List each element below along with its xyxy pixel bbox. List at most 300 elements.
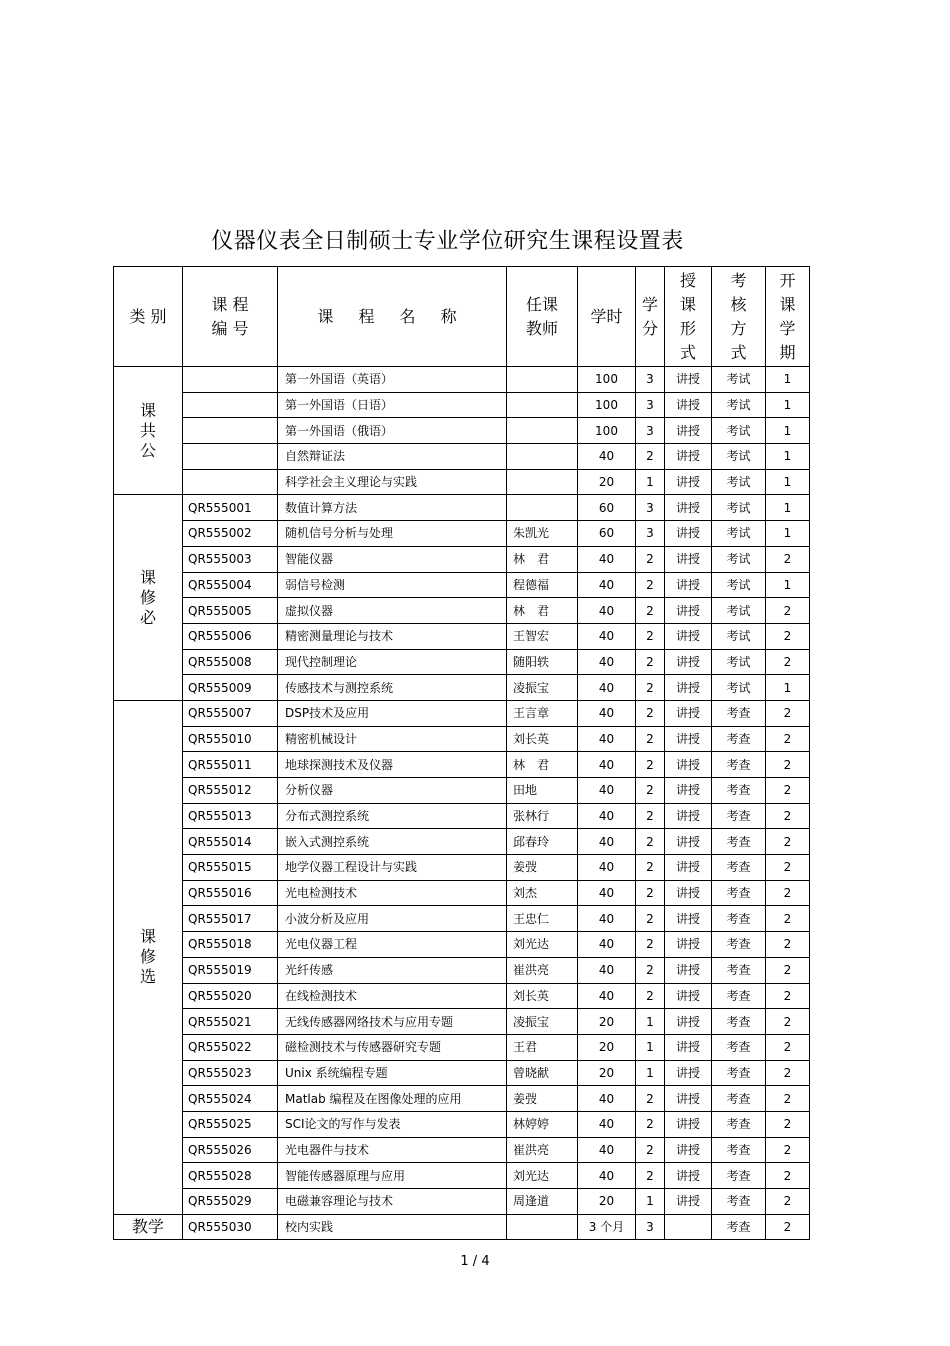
header-form: 授 课 形 式	[665, 267, 712, 367]
cell-code: QR555028	[183, 1163, 278, 1189]
cell-credit: 2	[636, 957, 665, 983]
cell-credit: 1	[636, 1189, 665, 1215]
cell-hours: 60	[578, 521, 636, 547]
cell-term: 2	[766, 649, 810, 675]
table-row	[114, 752, 810, 778]
cell-form: 讲授	[665, 418, 712, 444]
table-row	[114, 1034, 810, 1060]
cell-code: QR555019	[183, 957, 278, 983]
cell-code: QR555001	[183, 495, 278, 521]
course-table-body	[114, 367, 810, 1240]
cell-teacher: 刘光达	[507, 1163, 578, 1189]
cell-form: 讲授	[665, 829, 712, 855]
cell-name: 校内实践	[278, 1214, 507, 1240]
cell-code: QR555005	[183, 598, 278, 624]
cell-teacher: 凌振宝	[507, 1009, 578, 1035]
cell-teacher: 林 君	[507, 546, 578, 572]
table-row	[114, 1060, 810, 1086]
cell-code: QR555006	[183, 623, 278, 649]
cell-code: QR555025	[183, 1111, 278, 1137]
cell-name: 传感技术与测控系统	[278, 675, 507, 701]
cell-exam: 考查	[712, 1086, 766, 1112]
cell-name: 智能传感器原理与应用	[278, 1163, 507, 1189]
cell-credit: 2	[636, 623, 665, 649]
category-cell	[114, 367, 183, 495]
cell-exam: 考试	[712, 392, 766, 418]
header-category: 类 别	[114, 267, 183, 367]
cell-exam: 考查	[712, 700, 766, 726]
cell-exam: 考查	[712, 1137, 766, 1163]
cell-exam: 考试	[712, 418, 766, 444]
cell-teacher	[507, 469, 578, 495]
table-row	[114, 1111, 810, 1137]
cell-name: 地学仪器工程设计与实践	[278, 855, 507, 881]
cell-teacher: 邱春玲	[507, 829, 578, 855]
cell-credit: 1	[636, 1034, 665, 1060]
category-label: 课 共 公	[139, 400, 156, 460]
cell-teacher: 崔洪亮	[507, 957, 578, 983]
table-row	[114, 957, 810, 983]
cell-code: QR555009	[183, 675, 278, 701]
cell-teacher: 王君	[507, 1034, 578, 1060]
cell-code: QR555007	[183, 700, 278, 726]
cell-credit: 1	[636, 1009, 665, 1035]
cell-name: 光电检测技术	[278, 880, 507, 906]
cell-term: 1	[766, 392, 810, 418]
cell-term: 2	[766, 983, 810, 1009]
cell-form: 讲授	[665, 906, 712, 932]
cell-exam: 考试	[712, 675, 766, 701]
cell-credit: 2	[636, 572, 665, 598]
cell-term: 2	[766, 1163, 810, 1189]
cell-exam: 考试	[712, 649, 766, 675]
cell-exam: 考查	[712, 880, 766, 906]
cell-term: 2	[766, 752, 810, 778]
cell-hours: 40	[578, 598, 636, 624]
cell-credit: 2	[636, 1086, 665, 1112]
cell-teacher	[507, 1214, 578, 1240]
cell-teacher: 崔洪亮	[507, 1137, 578, 1163]
header-hours: 学时	[578, 267, 636, 367]
cell-code: QR555008	[183, 649, 278, 675]
cell-exam: 考试	[712, 444, 766, 470]
cell-code: QR555003	[183, 546, 278, 572]
cell-term: 2	[766, 1214, 810, 1240]
cell-form: 讲授	[665, 546, 712, 572]
cell-code: QR555024	[183, 1086, 278, 1112]
cell-code: QR555012	[183, 778, 278, 804]
cell-term: 2	[766, 855, 810, 881]
cell-form: 讲授	[665, 392, 712, 418]
cell-name: DSP技术及应用	[278, 700, 507, 726]
cell-code: QR555021	[183, 1009, 278, 1035]
cell-exam: 考试	[712, 546, 766, 572]
course-table	[113, 266, 810, 1240]
cell-teacher: 朱凯光	[507, 521, 578, 547]
cell-exam: 考查	[712, 1009, 766, 1035]
cell-code: QR555004	[183, 572, 278, 598]
cell-credit: 2	[636, 1111, 665, 1137]
cell-name: 光电仪器工程	[278, 932, 507, 958]
cell-form: 讲授	[665, 778, 712, 804]
cell-form: 讲授	[665, 700, 712, 726]
cell-hours: 20	[578, 1009, 636, 1035]
cell-hours: 40	[578, 906, 636, 932]
table-row	[114, 649, 810, 675]
cell-exam: 考查	[712, 726, 766, 752]
cell-term: 2	[766, 829, 810, 855]
table-row	[114, 1086, 810, 1112]
cell-hours: 40	[578, 546, 636, 572]
cell-code: QR555011	[183, 752, 278, 778]
cell-code	[183, 469, 278, 495]
cell-term: 2	[766, 1086, 810, 1112]
cell-teacher: 林 君	[507, 598, 578, 624]
cell-form: 讲授	[665, 675, 712, 701]
cell-term: 2	[766, 1009, 810, 1035]
table-row	[114, 906, 810, 932]
cell-term: 2	[766, 1034, 810, 1060]
header-exam: 考 核 方 式	[712, 267, 766, 367]
cell-exam: 考查	[712, 778, 766, 804]
cell-term: 2	[766, 623, 810, 649]
cell-name: 自然辩证法	[278, 444, 507, 470]
cell-code: QR555030	[183, 1214, 278, 1240]
cell-teacher: 程德福	[507, 572, 578, 598]
header-code: 课 程 编 号	[183, 267, 278, 367]
table-row	[114, 726, 810, 752]
cell-name: 电磁兼容理论与技术	[278, 1189, 507, 1215]
cell-term: 1	[766, 572, 810, 598]
cell-form: 讲授	[665, 1060, 712, 1086]
cell-credit: 2	[636, 649, 665, 675]
cell-exam: 考查	[712, 1163, 766, 1189]
header-credit: 学 分	[636, 267, 665, 367]
cell-credit: 2	[636, 1163, 665, 1189]
cell-form: 讲授	[665, 803, 712, 829]
cell-exam: 考查	[712, 1214, 766, 1240]
cell-credit: 2	[636, 880, 665, 906]
cell-teacher: 曾晓献	[507, 1060, 578, 1086]
cell-name: Matlab 编程及在图像处理的应用	[278, 1086, 507, 1112]
cell-code: QR555013	[183, 803, 278, 829]
cell-teacher: 王智宏	[507, 623, 578, 649]
cell-form: 讲授	[665, 598, 712, 624]
table-row	[114, 1163, 810, 1189]
cell-hours: 40	[578, 1137, 636, 1163]
cell-name: Unix 系统编程专题	[278, 1060, 507, 1086]
cell-exam: 考查	[712, 829, 766, 855]
cell-term: 2	[766, 803, 810, 829]
cell-name: 智能仪器	[278, 546, 507, 572]
cell-form: 讲授	[665, 623, 712, 649]
cell-exam: 考查	[712, 1111, 766, 1137]
cell-exam: 考查	[712, 1034, 766, 1060]
cell-form: 讲授	[665, 957, 712, 983]
header-name: 课 程 名 称	[278, 267, 507, 367]
header-row	[114, 267, 810, 367]
cell-credit: 2	[636, 700, 665, 726]
cell-hours: 40	[578, 700, 636, 726]
page-title: 仪器仪表全日制硕士专业学位研究生课程设置表	[211, 229, 684, 254]
cell-code: QR555017	[183, 906, 278, 932]
cell-teacher: 周逢道	[507, 1189, 578, 1215]
cell-name: 随机信号分析与处理	[278, 521, 507, 547]
cell-name: 虚拟仪器	[278, 598, 507, 624]
cell-hours: 40	[578, 778, 636, 804]
cell-hours: 100	[578, 367, 636, 393]
table-row	[114, 1189, 810, 1215]
category-cell	[114, 495, 183, 701]
cell-name: 在线检测技术	[278, 983, 507, 1009]
cell-credit: 3	[636, 392, 665, 418]
cell-hours: 20	[578, 469, 636, 495]
cell-credit: 2	[636, 906, 665, 932]
cell-exam: 考查	[712, 1189, 766, 1215]
cell-code: QR555018	[183, 932, 278, 958]
cell-hours: 100	[578, 392, 636, 418]
cell-hours: 40	[578, 1111, 636, 1137]
cell-exam: 考试	[712, 623, 766, 649]
cell-credit: 2	[636, 932, 665, 958]
cell-credit: 3	[636, 1214, 665, 1240]
cell-teacher: 林婷婷	[507, 1111, 578, 1137]
cell-name: 弱信号检测	[278, 572, 507, 598]
cell-name: 精密机械设计	[278, 726, 507, 752]
cell-code: QR555023	[183, 1060, 278, 1086]
cell-form: 讲授	[665, 521, 712, 547]
cell-hours: 40	[578, 803, 636, 829]
cell-form: 讲授	[665, 983, 712, 1009]
cell-teacher: 刘长英	[507, 726, 578, 752]
table-row	[114, 932, 810, 958]
cell-term: 2	[766, 546, 810, 572]
cell-credit: 2	[636, 1137, 665, 1163]
cell-exam: 考查	[712, 932, 766, 958]
cell-hours: 100	[578, 418, 636, 444]
category-label: 课 修 必	[139, 567, 156, 627]
cell-credit: 3	[636, 495, 665, 521]
cell-form: 讲授	[665, 752, 712, 778]
cell-teacher: 田地	[507, 778, 578, 804]
cell-form: 讲授	[665, 932, 712, 958]
cell-code: QR555026	[183, 1137, 278, 1163]
cell-form: 讲授	[665, 469, 712, 495]
cell-hours: 40	[578, 623, 636, 649]
table-row	[114, 418, 810, 444]
table-row	[114, 700, 810, 726]
cell-hours: 40	[578, 855, 636, 881]
cell-term: 1	[766, 418, 810, 444]
cell-teacher: 王言章	[507, 700, 578, 726]
header-teacher: 任课 教师	[507, 267, 578, 367]
cell-credit: 2	[636, 726, 665, 752]
cell-term: 2	[766, 1111, 810, 1137]
cell-teacher	[507, 367, 578, 393]
cell-code: QR555020	[183, 983, 278, 1009]
cell-code: QR555016	[183, 880, 278, 906]
table-row	[114, 983, 810, 1009]
table-row	[114, 880, 810, 906]
cell-name: 第一外国语（俄语）	[278, 418, 507, 444]
table-row	[114, 803, 810, 829]
cell-form: 讲授	[665, 726, 712, 752]
cell-hours: 40	[578, 572, 636, 598]
cell-teacher	[507, 418, 578, 444]
cell-teacher: 刘长英	[507, 983, 578, 1009]
page-number: 1 / 4	[460, 1254, 490, 1269]
cell-name: SCI论文的写作与发表	[278, 1111, 507, 1137]
category-label: 课 修 选	[139, 927, 156, 987]
cell-name: 科学社会主义理论与实践	[278, 469, 507, 495]
cell-term: 2	[766, 932, 810, 958]
cell-exam: 考试	[712, 367, 766, 393]
cell-teacher: 刘杰	[507, 880, 578, 906]
cell-exam: 考试	[712, 495, 766, 521]
cell-hours: 40	[578, 726, 636, 752]
cell-credit: 2	[636, 546, 665, 572]
cell-name: 第一外国语（英语）	[278, 367, 507, 393]
cell-credit: 2	[636, 675, 665, 701]
cell-credit: 1	[636, 469, 665, 495]
cell-credit: 2	[636, 444, 665, 470]
cell-form: 讲授	[665, 572, 712, 598]
cell-teacher	[507, 444, 578, 470]
cell-exam: 考查	[712, 957, 766, 983]
cell-exam: 考查	[712, 906, 766, 932]
cell-credit: 2	[636, 598, 665, 624]
cell-code: QR555029	[183, 1189, 278, 1215]
cell-hours: 40	[578, 932, 636, 958]
table-row	[114, 829, 810, 855]
category-label: 教学	[131, 1217, 164, 1237]
table-row	[114, 367, 810, 393]
cell-term: 1	[766, 444, 810, 470]
cell-name: 分布式测控系统	[278, 803, 507, 829]
cell-hours: 20	[578, 1060, 636, 1086]
cell-exam: 考查	[712, 983, 766, 1009]
cell-hours: 40	[578, 675, 636, 701]
cell-term: 1	[766, 495, 810, 521]
table-row	[114, 469, 810, 495]
category-cell	[114, 1214, 183, 1240]
table-row	[114, 546, 810, 572]
cell-hours: 40	[578, 957, 636, 983]
cell-term: 1	[766, 675, 810, 701]
cell-exam: 考试	[712, 598, 766, 624]
cell-name: 小波分析及应用	[278, 906, 507, 932]
cell-exam: 考试	[712, 572, 766, 598]
cell-name: 现代控制理论	[278, 649, 507, 675]
cell-name: 精密测量理论与技术	[278, 623, 507, 649]
cell-form: 讲授	[665, 1137, 712, 1163]
cell-form: 讲授	[665, 495, 712, 521]
cell-exam: 考查	[712, 855, 766, 881]
cell-teacher: 随阳轶	[507, 649, 578, 675]
table-row	[114, 1137, 810, 1163]
cell-credit: 1	[636, 1060, 665, 1086]
table-row	[114, 778, 810, 804]
header-term: 开 课 学 期	[766, 267, 810, 367]
cell-name: 光电器件与技术	[278, 1137, 507, 1163]
table-row	[114, 1214, 810, 1240]
cell-hours: 40	[578, 829, 636, 855]
cell-code: QR555002	[183, 521, 278, 547]
table-row	[114, 521, 810, 547]
cell-credit: 3	[636, 418, 665, 444]
cell-hours: 40	[578, 752, 636, 778]
table-row	[114, 444, 810, 470]
table-row	[114, 392, 810, 418]
cell-teacher: 姜弢	[507, 855, 578, 881]
cell-code: QR555022	[183, 1034, 278, 1060]
cell-term: 1	[766, 521, 810, 547]
cell-hours: 40	[578, 983, 636, 1009]
cell-term: 2	[766, 906, 810, 932]
cell-name: 地球探测技术及仪器	[278, 752, 507, 778]
cell-hours: 40	[578, 1163, 636, 1189]
cell-teacher: 王忠仁	[507, 906, 578, 932]
table-row	[114, 495, 810, 521]
cell-name: 光纤传感	[278, 957, 507, 983]
cell-hours: 40	[578, 649, 636, 675]
cell-teacher: 张林行	[507, 803, 578, 829]
cell-term: 2	[766, 1189, 810, 1215]
cell-code	[183, 392, 278, 418]
cell-code: QR555010	[183, 726, 278, 752]
table-row	[114, 598, 810, 624]
cell-code: QR555014	[183, 829, 278, 855]
table-row	[114, 1009, 810, 1035]
cell-form: 讲授	[665, 855, 712, 881]
cell-teacher: 姜弢	[507, 1086, 578, 1112]
cell-form: 讲授	[665, 649, 712, 675]
cell-term: 2	[766, 1137, 810, 1163]
cell-exam: 考试	[712, 469, 766, 495]
cell-hours: 40	[578, 444, 636, 470]
cell-name: 嵌入式测控系统	[278, 829, 507, 855]
cell-hours: 20	[578, 1189, 636, 1215]
cell-form: 讲授	[665, 1163, 712, 1189]
cell-code: QR555015	[183, 855, 278, 881]
cell-teacher: 林 君	[507, 752, 578, 778]
cell-form: 讲授	[665, 1086, 712, 1112]
cell-name: 无线传感器网络技术与应用专题	[278, 1009, 507, 1035]
cell-term: 2	[766, 726, 810, 752]
cell-teacher	[507, 392, 578, 418]
cell-term: 2	[766, 880, 810, 906]
cell-term: 2	[766, 1060, 810, 1086]
cell-name: 数值计算方法	[278, 495, 507, 521]
cell-code	[183, 367, 278, 393]
cell-form: 讲授	[665, 1111, 712, 1137]
table-row	[114, 623, 810, 649]
cell-credit: 2	[636, 752, 665, 778]
cell-hours: 3 个月	[578, 1214, 636, 1240]
cell-term: 2	[766, 700, 810, 726]
table-row	[114, 855, 810, 881]
cell-form: 讲授	[665, 880, 712, 906]
cell-credit: 2	[636, 803, 665, 829]
cell-hours: 40	[578, 1086, 636, 1112]
cell-form: 讲授	[665, 444, 712, 470]
cell-code	[183, 418, 278, 444]
cell-code	[183, 444, 278, 470]
cell-teacher: 刘光达	[507, 932, 578, 958]
cell-name: 磁检测技术与传感器研究专题	[278, 1034, 507, 1060]
cell-name: 分析仪器	[278, 778, 507, 804]
cell-teacher: 凌振宝	[507, 675, 578, 701]
